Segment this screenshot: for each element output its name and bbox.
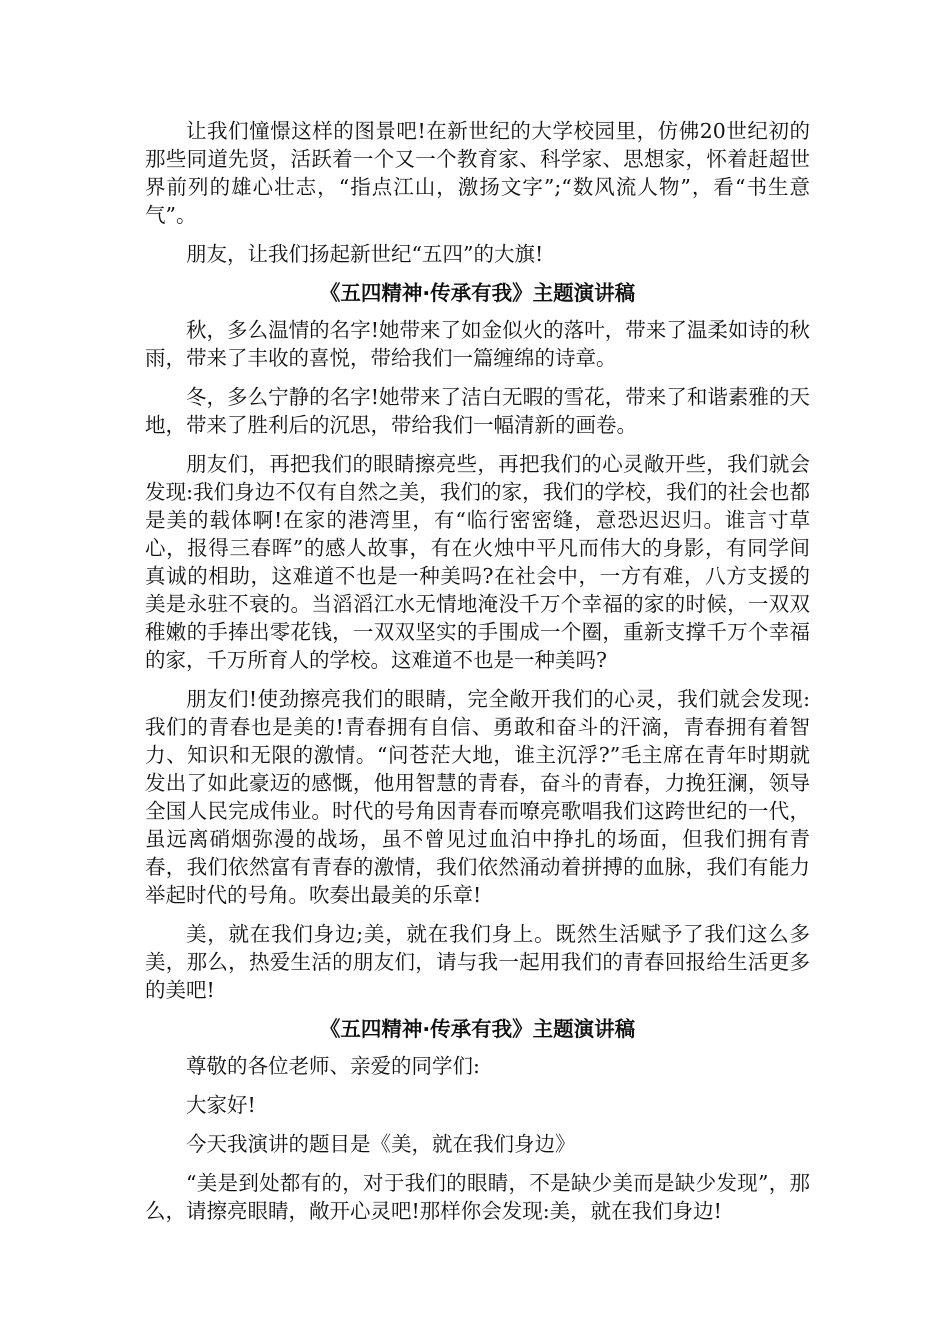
greeting: 大家好! [186,1093,256,1117]
section-title: 《五四精神·传承有我》主题演讲稿 [319,281,636,305]
paragraph: “美是到处都有的，对于我们的眼睛，不是缺少美而是缺少发现”，那么，请擦亮眼睛，敞开心灵吧!那样你会发现:美，就在我们身边! [145,1171,810,1223]
paragraph: 冬，多么宁静的名字!她带来了洁白无暇的雪花，带来了和谐素雅的天地，带来了胜利后的沉思，带给我们一幅清新的画卷。 [145,385,810,437]
section-title: 《五四精神·传承有我》主题演讲稿 [319,1017,636,1041]
paragraph: 朋友们，再把我们的眼睛擦亮些，再把我们的心灵敞开些，我们就会发现:我们身边不仅有自然之美，我们的家，我们的学校，我们的社会也都是美的载体啊!在家的港湾里，有“临行密密缝，意恐迟迟归。谁言寸草心，报得三春晖”的感人故事，有在火烛中平凡而伟大的身影，有同学间真诚的相助，这难道不也是一种美吗?在社会中，一方有难，八方支援的美是永驻不衰的。当滔滔江水无情地淹没千万个幸福的家的时候，一双双稚嫩的手捧出零花钱，一双双坚实的手围成一个圈，重新支撑千万个幸福的家，千万所育人的学校。这难道不也是一种美吗? [145,452,810,672]
paragraph: 朋友们!使劲擦亮我们的眼睛，完全敞开我们的心灵，我们就会发现:我们的青春也是美的!青春拥有自信、勇敢和奋斗的汗滴，青春拥有着智力、知识和无限的激情。“问苍茫大地，谁主沉浮?”毛主席在青年时期就发出了如此豪迈的感慨，他用智慧的青春，奋斗的青春，力挽狂澜，领导全国人民完成伟业。时代的号角因青春而嘹亮歌唱我们这跨世纪的一代，虽远离硝烟弥漫的战场，虽不曾见过血泊中挣扎的场面，但我们拥有青春，我们依然富有青春的激情，我们依然涌动着拼搏的血脉，我们有能力举起时代的号角。吹奏出最美的乐章! [145,687,810,907]
paragraph: 美，就在我们身边;美，就在我们身上。既然生活赋予了我们这么多美，那么，热爱生活的朋友们，请与我一起用我们的青春回报给生活更多的美吧! [145,922,810,1002]
document-body [145,117,810,1236]
paragraph: 朋友，让我们扬起新世纪“五四”的大旗! [186,242,544,266]
paragraph: 今天我演讲的题目是《美，就在我们身边》 [186,1132,576,1156]
salutation: 尊敬的各位老师、亲爱的同学们: [186,1054,480,1078]
paragraph: 秋，多么温情的名字!她带来了如金似火的落叶，带来了温柔如诗的秋雨，带来了丰收的喜悦，带给我们一篇缠绵的诗章。 [145,318,810,370]
paragraph: 让我们憧憬这样的图景吧!在新世纪的大学校园里，仿佛20世纪初的那些同道先贤，活跃着一个又一个教育家、科学家、思想家，怀着赶超世界前列的雄心壮志，“指点江山，激扬文字”;“数风流人物”，看“书生意气”。 [145,119,810,227]
